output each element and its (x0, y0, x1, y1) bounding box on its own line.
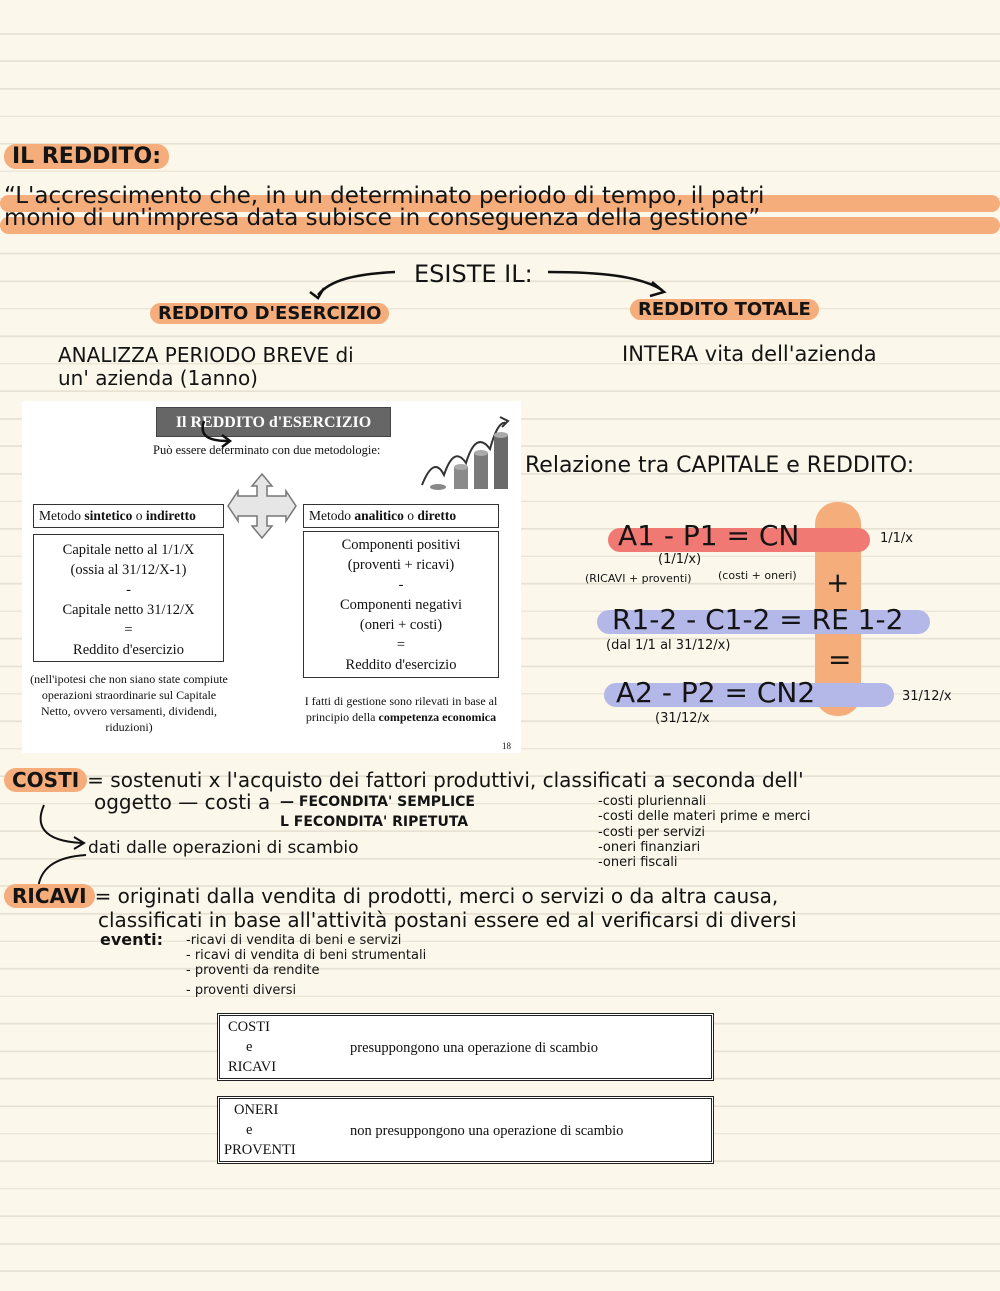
costi-ricavi-box (217, 1013, 714, 1081)
costi-definition: COSTI = sostenuti x l'acquisto dei fattori produttivi, classificati a seconda dell' (4, 768, 804, 792)
formula-line: - (126, 582, 131, 598)
list-item: -ricavi di vendita di beni e servizi (186, 933, 402, 948)
oneri-proventi-box (217, 1096, 714, 1164)
fecondita-item: L FECONDITA' RIPETUTA (280, 814, 469, 830)
definition-line: “L'accrescimento che, in un determinato periodo di tempo, il patri (4, 183, 765, 209)
formula-line: (proventi + ricavi) (347, 557, 455, 573)
ricavi-definition: eventi: (100, 930, 164, 949)
formula-line: Reddito d'esercizio (73, 642, 184, 658)
box-label: COSTI (228, 1019, 270, 1035)
equation-date: 31/12/x (902, 689, 952, 704)
totale-note: INTERA vita dell'azienda (622, 342, 877, 366)
lecture-slide (22, 401, 521, 753)
plus-sign: + (826, 566, 850, 599)
formula-line: - (398, 577, 404, 593)
list-item: -costi per servizi (598, 825, 705, 840)
method-analytic-header: Metodo analitico o diretto (303, 504, 499, 528)
formula-line: Capitale netto 31/12/X (62, 602, 195, 618)
list-item: - ricavi di vendita di beni strumentali (186, 948, 427, 963)
ricavi-definition: classificati in base all'attività postani essere ed al verificarsi di diversi (98, 908, 797, 932)
box-label: PROVENTI (224, 1142, 296, 1158)
relation-title: Relazione tra CAPITALE e REDDITO: (525, 453, 915, 478)
equation-note: (dal 1/1 al 31/12/x) (606, 638, 731, 653)
ricavi-definition: RICAVI = originati dalla vendita di prodotti, merci o servizi o da altra causa, (4, 884, 778, 908)
formula-line: Componenti negativi (339, 597, 463, 613)
formula-line: Capitale netto al 1/1/X (62, 542, 195, 558)
box-label: e (246, 1122, 253, 1138)
equation-date: 1/1/x (880, 531, 913, 546)
list-item: - proventi diversi (186, 983, 297, 998)
definition-line: monio di un'impresa data subisce in conseguenza della gestione” (4, 205, 761, 231)
list-item: -oneri finanziari (598, 840, 701, 855)
box-label: RICAVI (228, 1059, 277, 1075)
equation-note: (1/1/x) (658, 552, 702, 567)
slide-title: Il REDDITO d'ESERCIZIO (156, 407, 391, 437)
formula-line: (ossia al 31/12/X-1) (70, 562, 187, 578)
reddito-totale-label: REDDITO TOTALE (630, 299, 819, 320)
coins-growth-icon (414, 405, 519, 495)
costi-label: COSTI (4, 768, 87, 792)
box-label: e (246, 1039, 253, 1055)
method-synthetic-header: Metodo sintetico o indiretto (33, 504, 224, 528)
list-item: -oneri fiscali (598, 855, 678, 870)
formula-line: = (124, 622, 133, 638)
formula-line: Componenti positivi (341, 537, 461, 553)
types-intro: ESISTE IL: (414, 260, 533, 288)
equation-note: (RICAVI + proventi) (585, 572, 692, 585)
box-description: non presuppongono una operazione di scambio (350, 1123, 624, 1139)
equation-closing-capital: A2 - P2 = CN2 (616, 676, 816, 709)
reddito-esercizio-label: REDDITO D'ESERCIZIO (150, 303, 389, 324)
equation-note: (costi + oneri) (718, 569, 797, 582)
formula-line: (oneri + costi) (359, 617, 443, 633)
box-description: presuppongono una operazione di scambio (350, 1040, 599, 1056)
method-analytic-note: I fatti di gestione sono rilevati in base al principio della competenza economica (304, 694, 498, 724)
method-synthetic-note: (nell'ipotesi che non siano state compiute operazioni straordinarie sul Capitale Netto, ovvero versamenti, dividendi, riduzioni) (30, 672, 228, 734)
list-item: - proventi da rendite (186, 963, 320, 978)
ricavi-label: RICAVI (4, 884, 95, 908)
method-synthetic-box (33, 534, 224, 662)
list-item: -costi pluriennali (598, 794, 707, 809)
costi-definition: oggetto — costi a (94, 790, 271, 814)
equation-income: R1-2 - C1-2 = RE 1-2 (612, 603, 904, 636)
formula-line: Reddito d'esercizio (345, 657, 457, 673)
equals-sign: = (828, 643, 852, 676)
equation-opening-capital: A1 - P1 = CN (618, 519, 800, 552)
esercizio-note: ANALIZZA PERIODO BREVE di (58, 343, 354, 367)
slide-page-number: 18 (502, 741, 511, 751)
box-label: ONERI (234, 1102, 279, 1118)
double-arrow-icon (226, 470, 298, 542)
list-item: -costi delle materi prime e merci (598, 809, 811, 824)
equation-note: (31/12/x (655, 711, 710, 726)
fecondita-item: — FECONDITA' SEMPLICE (280, 794, 475, 810)
method-analytic-box (303, 531, 499, 678)
costi-note: dati dalle operazioni di scambio (88, 838, 359, 858)
formula-line: = (396, 637, 406, 653)
esercizio-note: un' azienda (1anno) (58, 366, 258, 390)
page-title: IL REDDITO: (4, 144, 169, 169)
slide-subtitle: Può essere determinato con due metodologie: (153, 443, 381, 457)
